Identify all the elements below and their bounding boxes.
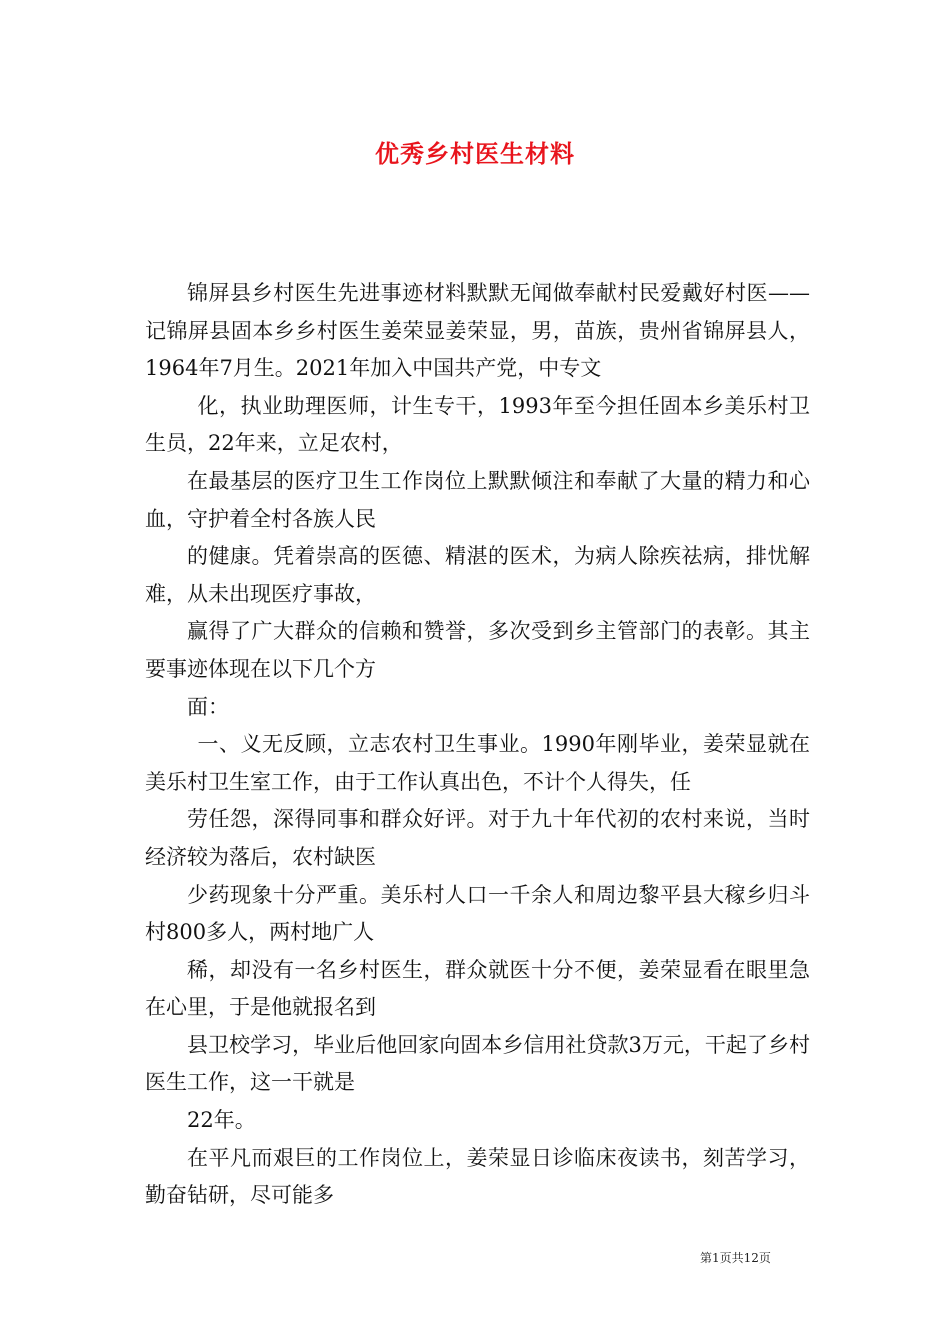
paragraph: 少药现象十分严重。美乐村人口一千余人和周边黎平县大稼乡归斗村800多人，两村地广人 — [145, 882, 810, 945]
page-number-footer: 第1页共12页 — [700, 1251, 771, 1265]
paragraph: 稀，却没有一名乡村医生，群众就医十分不便，姜荣显看在眼里急在心里，于是他就报名到 — [145, 957, 810, 1020]
paragraph: 22年。 — [187, 1108, 256, 1133]
paragraph: 劳任怨，深得同事和群众好评。对于九十年代初的农村来说，当时经济较为落后，农村缺医 — [145, 807, 810, 869]
document-body — [145, 275, 810, 1215]
paragraph: 在平凡而艰巨的工作岗位上，姜荣显日诊临床夜读书，刻苦学习，勤奋钻研，尽可能多 — [145, 1145, 810, 1208]
paragraph: 一、义无反顾，立志农村卫生事业。1990年刚毕业，姜荣显就在美乐村卫生室工作，由于工作认真出色，不计个人得失，任 — [145, 732, 810, 794]
paragraph: 锦屏县乡村医生先进事迹材料默默无闻做奉献村民爱戴好村医——记锦屏县固本乡乡村医生姜荣显姜荣显，男，苗族，贵州省锦屏县人，1964年7月生。2021年加入中国共产党，中专文 — [145, 281, 810, 381]
paragraph: 的健康。凭着崇高的医德、精湛的医术，为病人除疾祛病，排忧解难，从未出现医疗事故， — [145, 544, 810, 606]
paragraph: 县卫校学习，毕业后他回家向固本乡信用社贷款3万元，干起了乡村医生工作，这一干就是 — [145, 1032, 810, 1095]
paragraph: 在最基层的医疗卫生工作岗位上默默倾注和奉献了大量的精力和心血，守护着全村各族人民 — [145, 468, 810, 531]
paragraph: 赢得了广大群众的信赖和赞誉，多次受到乡主管部门的表彰。其主要事迹体现在以下几个方 — [145, 619, 810, 681]
paragraph: 化，执业助理医师，计生专干，1993年至今担任固本乡美乐村卫生员，22年来，立足农村， — [145, 393, 810, 456]
document-title: 优秀乡村医生材料 — [375, 139, 575, 168]
paragraph: 面： — [187, 694, 229, 719]
